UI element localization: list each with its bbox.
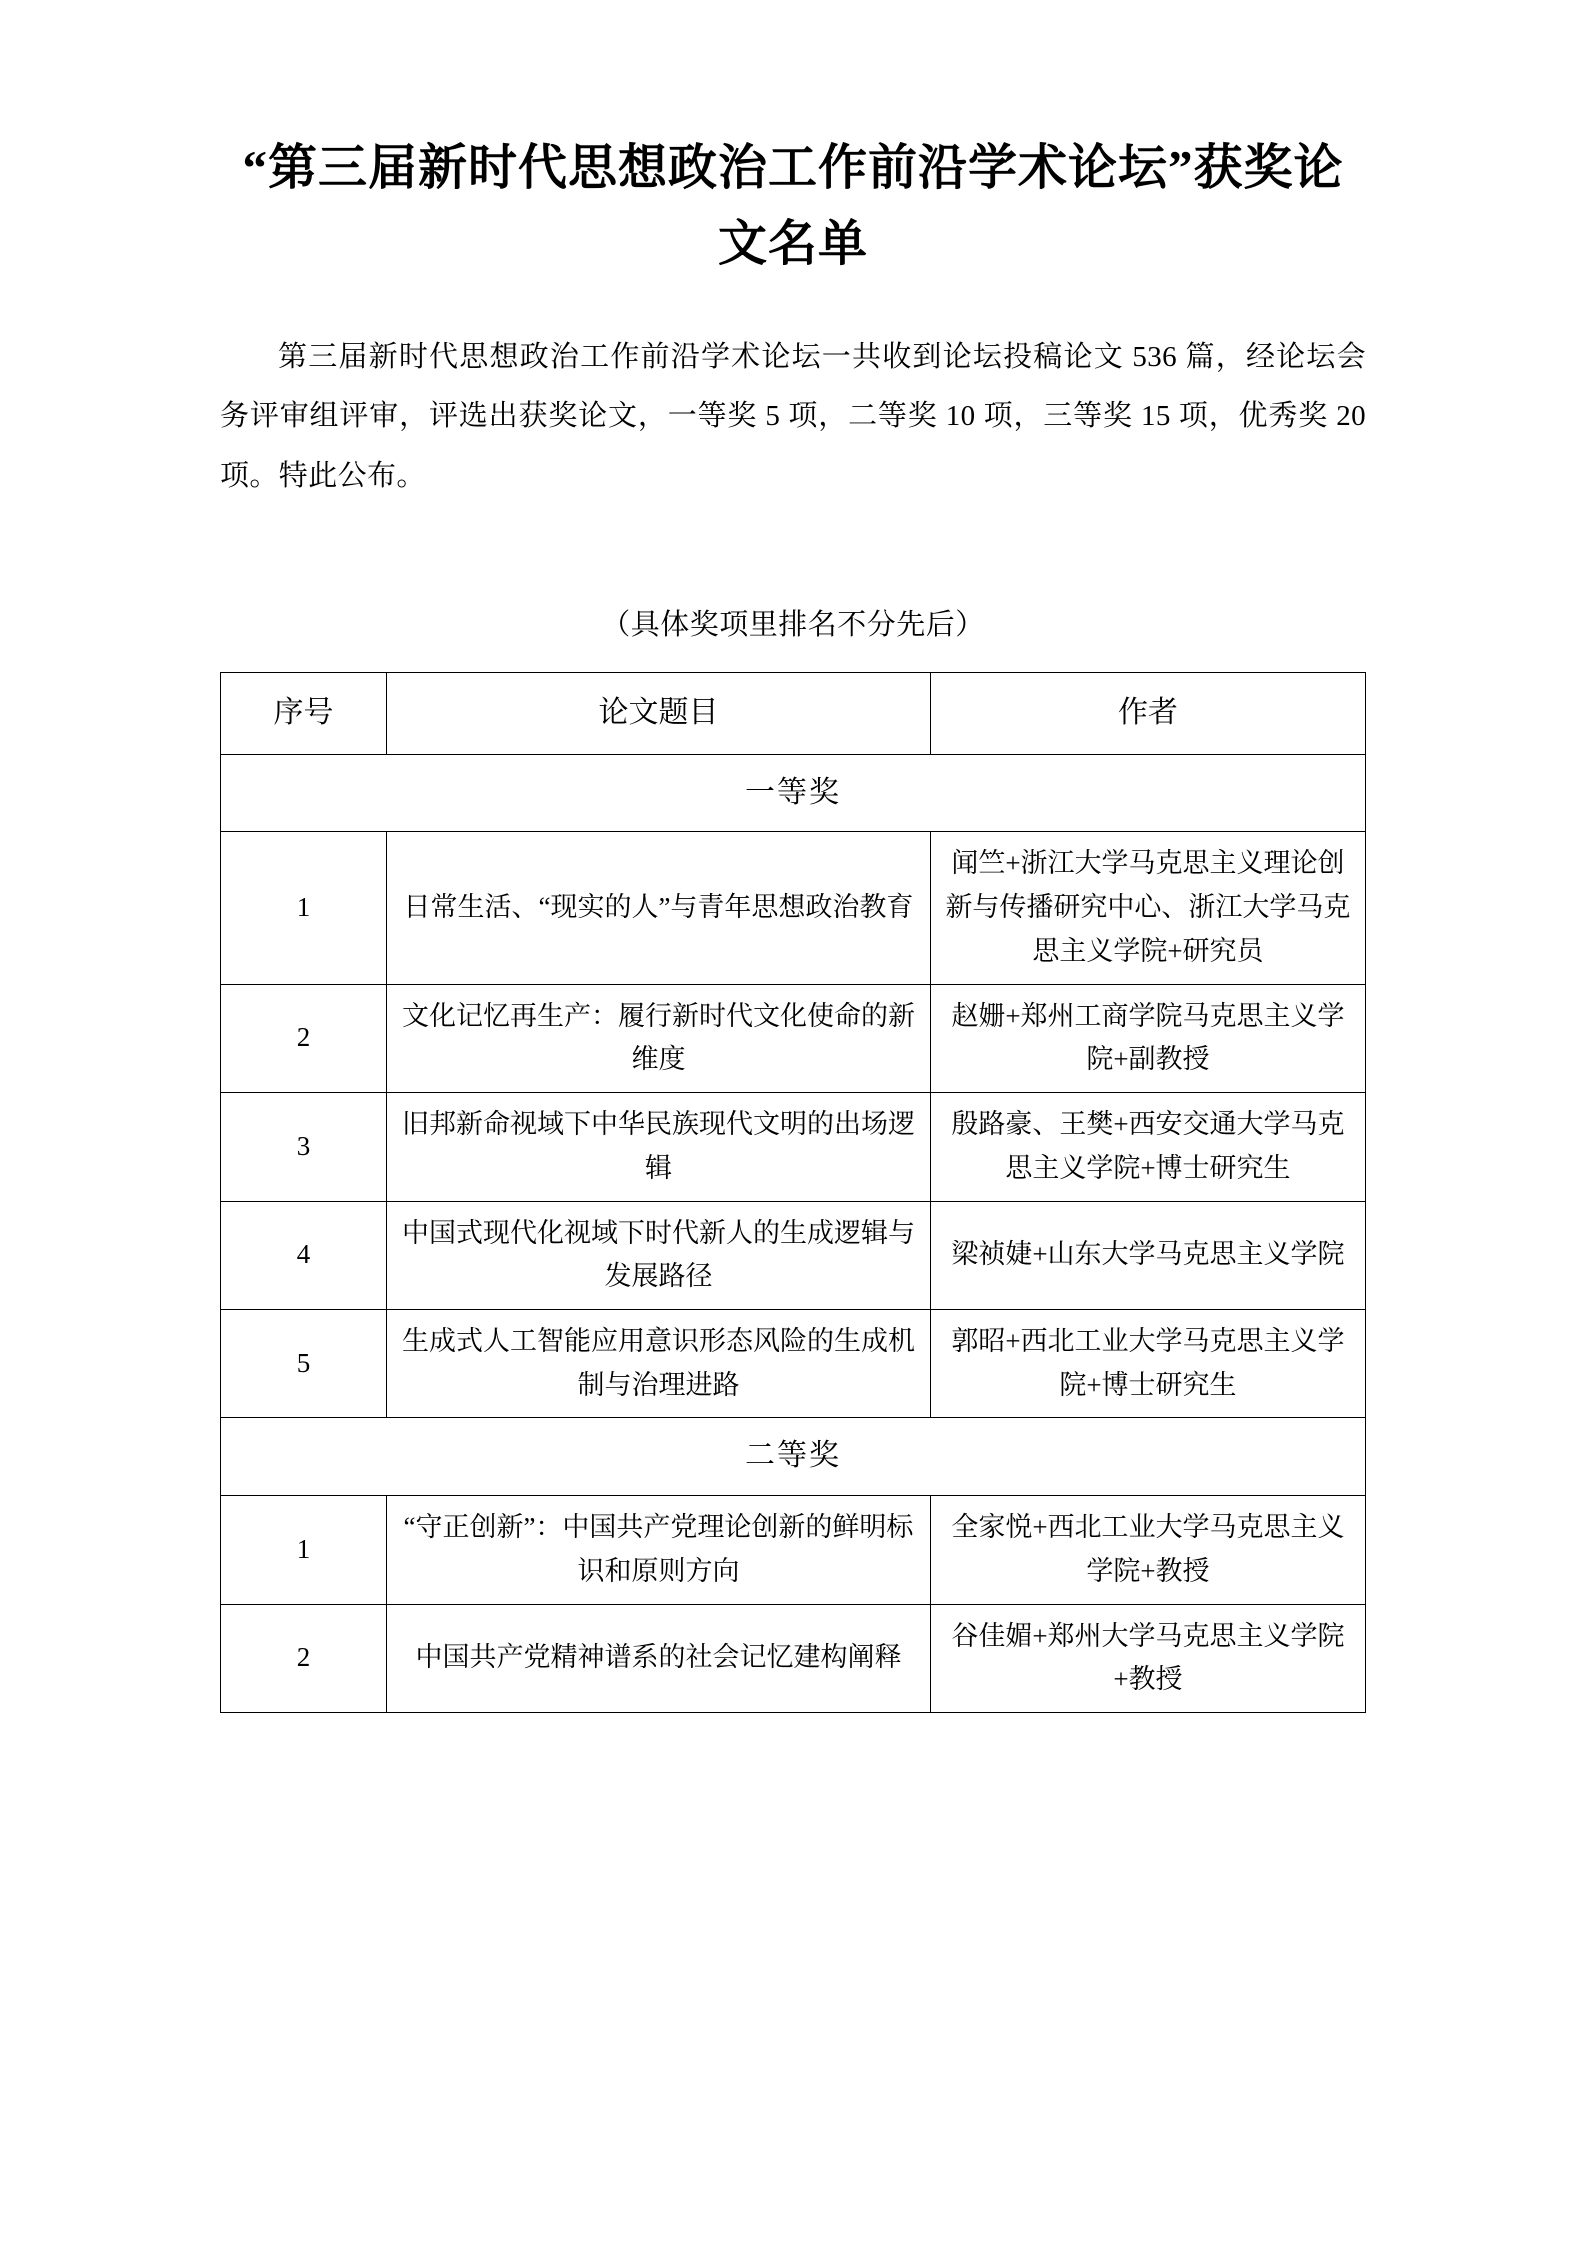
row-title: 中国共产党精神谱系的社会记忆建构阐释: [387, 1604, 931, 1712]
row-index: 4: [221, 1201, 387, 1309]
section-label: 一等奖: [221, 754, 1366, 832]
table-row: [221, 832, 1366, 984]
section-header-row: [221, 1418, 1366, 1496]
table-row: [221, 1309, 1366, 1417]
table-row: [221, 1093, 1366, 1201]
row-author: 全家悦+西北工业大学马克思主义学院+教授: [930, 1496, 1365, 1604]
row-author: 闻竺+浙江大学马克思主义理论创新与传播研究中心、浙江大学马克思主义学院+研究员: [930, 832, 1365, 984]
section-header-row: [221, 754, 1366, 832]
row-author: 谷佳媚+郑州大学马克思主义学院+教授: [930, 1604, 1365, 1712]
row-title: 日常生活、“现实的人”与青年思想政治教育: [387, 832, 931, 984]
section-label: 二等奖: [221, 1418, 1366, 1496]
row-index: 1: [221, 1496, 387, 1604]
table-row: [221, 984, 1366, 1092]
row-index: 5: [221, 1309, 387, 1417]
column-header-title: 论文题目: [387, 673, 931, 755]
table-row: [221, 1201, 1366, 1309]
row-index: 2: [221, 984, 387, 1092]
row-title: 旧邦新命视域下中华民族现代文明的出场逻辑: [387, 1093, 931, 1201]
award-list-table: [220, 672, 1366, 1713]
table-row: [221, 1604, 1366, 1712]
row-author: 殷路豪、王樊+西安交通大学马克思主义学院+博士研究生: [930, 1093, 1365, 1201]
page-title: “第三届新时代思想政治工作前沿学术论坛”获奖论文名单: [242, 140, 1344, 271]
row-author: 赵姗+郑州工商学院马克思主义学院+副教授: [930, 984, 1365, 1092]
table-row: [221, 1496, 1366, 1604]
row-title: 中国式现代化视域下时代新人的生成逻辑与发展路径: [387, 1201, 931, 1309]
row-author: 郭昭+西北工业大学马克思主义学院+博士研究生: [930, 1309, 1365, 1417]
table-header-row: [221, 673, 1366, 755]
ranking-note: （具体奖项里排名不分先后）: [601, 609, 985, 642]
intro-paragraph: 第三届新时代思想政治工作前沿学术论坛一共收到论坛投稿论文 536 篇，经论坛会务评审组评审，评选出获奖论文，一等奖 5 项，二等奖 10 项，三等奖 15 项，优秀奖 20 项。特此公布。: [220, 340, 1366, 492]
row-title: “守正创新”：中国共产党理论创新的鲜明标识和原则方向: [387, 1496, 931, 1604]
column-header-index: 序号: [221, 673, 387, 755]
row-title: 生成式人工智能应用意识形态风险的生成机制与治理进路: [387, 1309, 931, 1417]
row-author: 梁祯婕+山东大学马克思主义学院: [930, 1201, 1365, 1309]
row-index: 1: [221, 832, 387, 984]
row-index: 2: [221, 1604, 387, 1712]
column-header-author: 作者: [930, 673, 1365, 755]
row-index: 3: [221, 1093, 387, 1201]
table-body: [221, 754, 1366, 1712]
row-title: 文化记忆再生产：履行新时代文化使命的新维度: [387, 984, 931, 1092]
